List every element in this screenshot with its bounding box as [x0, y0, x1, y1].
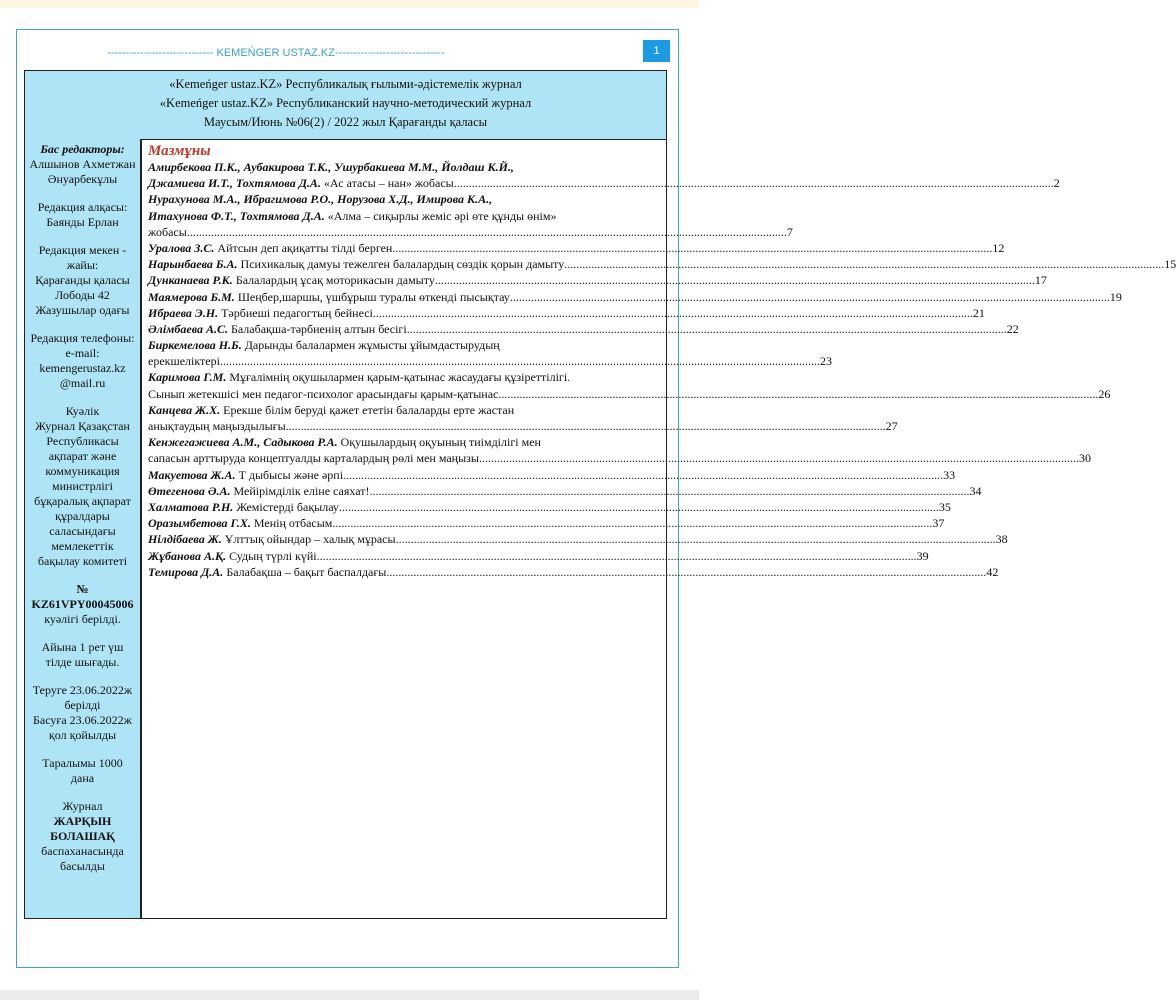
- printer-name: БОЛАШАҚ: [50, 829, 115, 843]
- address-line: Редакция мекен -: [38, 243, 127, 257]
- toc-authors: Амирбекова П.К., Аубакирова Т.К., Ушурбакиева М.М., Йолдаш К.Й.,: [148, 160, 514, 174]
- toc-page-number: 22: [1006, 321, 1019, 336]
- toc-title: Мазмұны: [148, 143, 211, 159]
- toc-authors: Биркемелова Н.Б.: [148, 338, 242, 353]
- toc-leader-dots: ........................................................................................................................................................................................................: [332, 516, 933, 531]
- cert-number-label: №: [76, 582, 89, 596]
- toc-article-title: анықтаудың маңыздылығы: [148, 419, 286, 433]
- toc-entry: [148, 321, 1019, 337]
- certificate-line: мемлекеттік: [51, 539, 114, 553]
- toc-leader-dots: ........................................................................................................................................................................................................: [369, 483, 970, 498]
- table-of-contents: [141, 139, 1176, 919]
- toc-article-title: Оқушылардың оқуының тиімділігі мен: [337, 435, 541, 450]
- toc-authors: Нарынбаева Б.А.: [148, 257, 238, 272]
- date-line: Басуға 23.06.2022ж: [33, 713, 132, 727]
- toc-article-title: Ерекше білім беруді қажет ететін балаларды ерте жастан: [220, 402, 515, 417]
- toc-article-title: Тәрбиеші педагогтың бейнесі: [218, 305, 373, 320]
- toc-line-text: [148, 386, 498, 402]
- toc-authors: Әлімбаева А.С.: [148, 321, 228, 336]
- toc-entries: [148, 159, 1176, 580]
- toc-line: [148, 175, 1060, 191]
- toc-article-title: сапасын арттыруда концептуалды карталардың рөлі мен маңызы: [148, 451, 479, 466]
- toc-authors: Өтегенова Ә.А.: [148, 483, 231, 498]
- toc-page-number: 39: [916, 548, 929, 563]
- toc-page-number: 35: [938, 499, 951, 514]
- toc-page-number: 30: [1078, 451, 1091, 466]
- toc-entry: [148, 305, 985, 321]
- toc-line-text: [148, 515, 332, 531]
- toc-article-title: «Алма – сиқырлы жеміс әрі өте құнды өнім»: [324, 208, 557, 223]
- chief-editor-label: Бас редакторы:: [40, 142, 125, 156]
- toc-line-text: [148, 531, 396, 547]
- toc-entry: [148, 548, 929, 564]
- toc-page-number: 27: [885, 419, 898, 433]
- banner-issue: Маусым/Июнь №06(2) / 2022 жыл Қарағанды қаласы: [203, 115, 488, 129]
- toc-authors: Итахунова Ф.Т., Тохтямова Д.А.: [148, 208, 325, 223]
- toc-authors: Маямерова Б.М.: [148, 289, 235, 304]
- toc-line: [148, 450, 1091, 466]
- printed-prefix: Журнал: [62, 799, 103, 813]
- address-line: Қарағанды қаласы: [35, 273, 130, 287]
- toc-entry: [148, 467, 956, 483]
- toc-entry: [148, 564, 999, 580]
- toc-line-text: [148, 435, 541, 449]
- contact-line: e-mail:: [65, 346, 100, 360]
- toc-leader-dots: ........................................................................................................................................................................................................: [509, 289, 1110, 304]
- toc-line: [148, 337, 660, 353]
- toc-entry: [148, 240, 1005, 256]
- frequency-line: тілде шығады.: [45, 655, 120, 669]
- toc-leader-dots: ........................................................................................................................................................................................................: [478, 451, 1079, 466]
- toc-line: [148, 191, 660, 207]
- toc-line: [148, 499, 951, 515]
- banner-title-kz: «Kemeńger ustaz.KZ» Республикалық ғылыми-әдістемелік журнал: [169, 77, 522, 91]
- address-line: Жазушылар одағы: [35, 303, 130, 317]
- frequency-line: Айына 1 рет үш: [41, 640, 124, 654]
- toc-line: [148, 208, 660, 224]
- toc-article-title: Балабақша-тәрбиенің алтын бесігі: [227, 321, 407, 336]
- toc-line: [148, 224, 793, 240]
- toc-article-title: жобасы: [148, 224, 187, 239]
- certificate-line: құралдары: [55, 509, 110, 523]
- toc-line: [148, 272, 1047, 288]
- date-line: Теруге 23.06.2022ж: [32, 683, 133, 697]
- toc-page-number: 23: [819, 354, 832, 369]
- printed-suffix: басылды: [60, 859, 105, 873]
- toc-leader-dots: ........................................................................................................................................................................................................: [338, 499, 939, 514]
- certificate-line: саласындағы: [49, 524, 116, 538]
- toc-page-number: 33: [943, 467, 956, 482]
- contact-line: kemengerustaz.kz: [39, 361, 126, 375]
- board-label: Редакция алқасы:: [37, 200, 128, 214]
- toc-article-title: Мейірімділік еліне саяхат!: [230, 483, 370, 498]
- toc-page-number: 17: [1034, 273, 1047, 288]
- toc-line-text: [148, 499, 339, 515]
- toc-line-text: [148, 353, 220, 369]
- certificate-line: Журнал Қазақстан: [35, 419, 130, 433]
- toc-line: [148, 467, 956, 483]
- toc-line-text: [148, 160, 514, 174]
- toc-entry: [148, 256, 1176, 272]
- toc-line: [148, 386, 1111, 402]
- certificate-line: бақылау комитеті: [37, 554, 128, 568]
- toc-entry: [148, 289, 1122, 305]
- toc-page-number: 15: [1164, 257, 1176, 272]
- toc-article-title: Менің отбасым: [250, 516, 333, 531]
- toc-leader-dots: ........................................................................................................................................................................................................: [316, 548, 917, 563]
- toc-authors: Ибраева Э.Н.: [148, 305, 219, 320]
- toc-authors: Джамиева И.Т., Тохтямова Д.А.: [148, 176, 321, 191]
- toc-line-text: [148, 483, 369, 499]
- editorial-sidebar: [24, 139, 141, 919]
- toc-page-number: 7: [786, 224, 793, 239]
- toc-authors: Дунканаева Р.К.: [148, 273, 233, 288]
- chief-editor-name: Әнуарбекұлы: [47, 172, 118, 186]
- toc-article-title: Т дыбысы және әрпі: [235, 467, 344, 482]
- toc-line-text: [148, 305, 373, 321]
- toc-entry: [148, 337, 832, 369]
- toc-line: [148, 256, 1176, 272]
- toc-page-number: 37: [932, 516, 945, 531]
- toc-line-text: [148, 418, 286, 434]
- toc-authors: Нурахунова М.А., Ибрагимова Р.О., Норузова Х.Д., Имирова К.А.,: [148, 192, 493, 207]
- toc-page-number: 21: [972, 305, 985, 320]
- toc-line-text: [148, 467, 343, 483]
- chief-editor-name: Алшынов Ахметжан: [29, 157, 136, 171]
- toc-line-text: [148, 272, 435, 288]
- toc-entry: [148, 531, 1008, 547]
- toc-authors: Жұбанова А.Қ.: [148, 548, 227, 563]
- toc-entry: [148, 499, 951, 515]
- toc-leader-dots: ........................................................................................................................................................................................................: [434, 273, 1035, 288]
- toc-line-text: [148, 224, 187, 240]
- toc-line-text: [148, 192, 492, 206]
- toc-leader-dots: ........................................................................................................................................................................................................: [219, 354, 820, 369]
- toc-leader-dots: ........................................................................................................................................................................................................: [406, 321, 1007, 336]
- toc-leader-dots: ........................................................................................................................................................................................................: [395, 532, 996, 547]
- bottom-strip: [0, 990, 699, 1000]
- toc-line-text: [148, 450, 479, 466]
- toc-authors: Оразымбетова Г.Х.: [148, 516, 251, 531]
- toc-leader-dots: ........................................................................................................................................................................................................: [386, 564, 987, 579]
- toc-line-text: [148, 289, 510, 305]
- toc-entry: [148, 402, 898, 434]
- toc-authors: Канцева Ж.Х.: [148, 402, 221, 417]
- toc-page-number: 19: [1109, 289, 1122, 304]
- toc-authors: Халматова Р.Н.: [148, 499, 234, 514]
- toc-line: [148, 515, 945, 531]
- toc-article-title: Балалардың ұсақ моторикасын дамыту: [232, 273, 435, 288]
- certificate-line: Куәлік: [65, 404, 100, 418]
- toc-line-text: [148, 240, 392, 256]
- toc-leader-dots: ........................................................................................................................................................................................................: [564, 257, 1165, 272]
- top-strip: [0, 0, 699, 8]
- toc-leader-dots: ........................................................................................................................................................................................................: [392, 240, 993, 255]
- toc-line-text: [148, 370, 570, 384]
- certificate-line: ақпарат және: [48, 449, 117, 463]
- address-line: Лободы 42: [55, 288, 110, 302]
- circulation-line: дана: [70, 771, 95, 785]
- toc-authors: Темирова Д.А.: [148, 564, 224, 579]
- toc-authors: Кенжегажиева А.М., Садыкова Р.А.: [148, 435, 338, 450]
- toc-line-text: [148, 403, 514, 417]
- toc-entry: [148, 483, 982, 499]
- contact-line: Редакция телефоны:: [30, 331, 135, 345]
- toc-line: [148, 434, 660, 450]
- printed-suffix: баспаханасында: [41, 844, 124, 858]
- toc-leader-dots: ........................................................................................................................................................................................................: [186, 224, 787, 239]
- toc-line: [148, 159, 660, 175]
- toc-line: [148, 402, 660, 418]
- address-line: жайы:: [66, 258, 99, 272]
- toc-entry: [148, 272, 1047, 288]
- toc-article-title: Мұғалімнің оқушылармен қарым-қатынас жасаудағы құзіреттілігі.: [226, 370, 571, 385]
- board-member: Баянды Ерлан: [46, 215, 119, 229]
- toc-line: [148, 548, 929, 564]
- toc-line-text: [148, 338, 500, 352]
- contact-line: @mail.ru: [59, 376, 106, 390]
- toc-entry: [148, 191, 793, 240]
- toc-line-text: [148, 321, 407, 337]
- toc-entry: [148, 369, 1111, 401]
- toc-leader-dots: ........................................................................................................................................................................................................: [453, 176, 1054, 191]
- toc-line: [148, 289, 1122, 305]
- certificate-line: министрлігі: [52, 479, 113, 493]
- toc-line: [148, 353, 832, 369]
- toc-line: [148, 418, 898, 434]
- toc-page-number: 26: [1098, 386, 1111, 401]
- toc-authors: Нілдібаева Ж.: [148, 532, 222, 547]
- toc-line-text: [148, 209, 556, 223]
- toc-article-title: ерекшеліктері: [148, 354, 220, 369]
- toc-entry: [148, 434, 1091, 466]
- toc-page-number: 2: [1053, 176, 1060, 191]
- banner-title-ru: «Kemeńger ustaz.KZ» Республиканский научно-методический журнал: [159, 96, 532, 110]
- toc-leader-dots: ........................................................................................................................................................................................................: [372, 305, 973, 320]
- toc-page-number: 12: [992, 240, 1005, 255]
- toc-article-title: Жемістерді бақылау: [233, 499, 339, 514]
- running-header: ----------------------------- KEMEŃGER USTAZ.KZ------------------------------: [107, 47, 445, 59]
- toc-authors: Уралова З.С.: [148, 240, 215, 255]
- toc-article-title: Шеңбер,шаршы, үшбұрыш туралы өткенді пысықтау: [234, 289, 510, 304]
- toc-page-number: 34: [969, 483, 982, 498]
- toc-authors: Каримова Г.М.: [148, 370, 227, 385]
- toc-article-title: Дарынды балалармен жұмысты ұйымдастырудың: [241, 338, 500, 353]
- toc-line-text: [148, 256, 564, 272]
- date-line: берілді: [64, 698, 101, 712]
- toc-article-title: Психикалық дамуы тежелген балалардың сөздік қорын дамыту: [237, 257, 565, 272]
- toc-line-text: [148, 548, 317, 564]
- toc-line: [148, 531, 1008, 547]
- toc-page-number: 42: [986, 564, 999, 579]
- toc-line: [148, 321, 1019, 337]
- printer-name: ЖАРҚЫН: [53, 814, 112, 828]
- toc-article-title: Судың түрлі күйі: [226, 548, 317, 563]
- toc-line-text: [148, 564, 386, 580]
- cert-given: куәлігі берілді.: [44, 612, 121, 626]
- certificate-line: бұқаралық ақпарат: [34, 494, 131, 508]
- toc-line: [148, 240, 1005, 256]
- toc-line-text: [148, 175, 454, 191]
- toc-page-number: 38: [995, 532, 1008, 547]
- toc-entry: [148, 159, 1060, 191]
- toc-leader-dots: ........................................................................................................................................................................................................: [343, 467, 944, 482]
- toc-leader-dots: ........................................................................................................................................................................................................: [285, 419, 886, 433]
- toc-article-title: Ұлттық ойындар – халық мұрасы: [221, 532, 396, 547]
- circulation-line: Таралымы 1000: [42, 756, 123, 770]
- date-line: қол қойылды: [48, 728, 117, 742]
- toc-line: [148, 305, 985, 321]
- toc-authors: Макуетова Ж.А.: [148, 467, 236, 482]
- toc-article-title: «Ас атасы – нан» жобасы: [320, 176, 454, 191]
- toc-article-title: Сынып жетекшісі мен педагог-психолог арасындағы қарым-қатынас: [148, 386, 499, 401]
- toc-line: [148, 483, 982, 499]
- toc-article-title: Балабақша – бақыт баспалдағы: [223, 564, 387, 579]
- toc-leader-dots: ........................................................................................................................................................................................................: [498, 386, 1099, 401]
- certificate-line: Республикасы: [46, 434, 119, 448]
- toc-line: [148, 369, 660, 385]
- cert-number: KZ61VPY00045006: [31, 597, 134, 611]
- toc-line: [148, 564, 999, 580]
- journal-banner: [24, 70, 667, 140]
- toc-entry: [148, 515, 945, 531]
- toc-article-title: Айтсын деп ақиқатты тілді берген: [214, 240, 393, 255]
- page-number-badge: 1: [643, 40, 670, 62]
- certificate-line: коммуникация: [45, 464, 120, 478]
